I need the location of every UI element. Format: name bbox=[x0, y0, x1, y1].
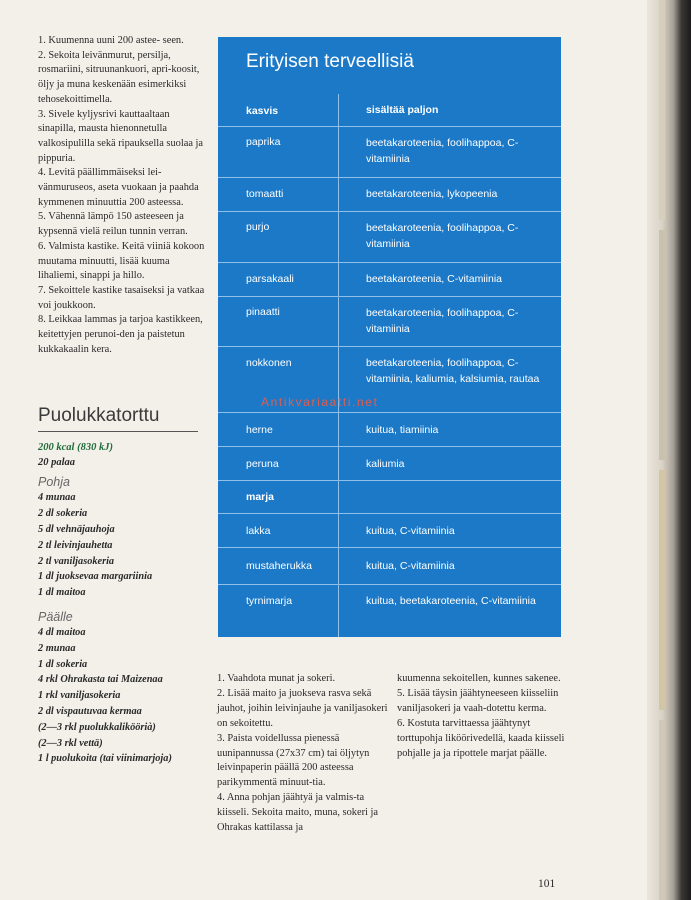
servings-label: 20 palaa bbox=[38, 457, 76, 469]
berry-contains: kuitua, C-vitamiinia bbox=[366, 560, 455, 572]
table-row bbox=[218, 263, 561, 297]
veg-contains: beetakaroteenia, foolihappoa, C-vitamiinia bbox=[366, 307, 519, 335]
watermark: Antikvariaatti.net bbox=[261, 395, 379, 409]
veg-name: paprika bbox=[246, 136, 281, 148]
veg-name: nokkonen bbox=[246, 357, 292, 369]
table-row bbox=[218, 585, 561, 637]
page-edge bbox=[647, 0, 691, 900]
veg-contains: beetakaroteenia, lykopeenia bbox=[366, 188, 498, 200]
kcal-label: 200 kcal (830 kJ) bbox=[38, 442, 113, 454]
ingredient: 2 tl leivinjauhetta bbox=[38, 539, 113, 551]
step-text: 5. Vähennä lämpö 150 asteeseen ja kypsennä vielä reilun tunnin verran. bbox=[38, 211, 188, 238]
tart-steps-column-1 bbox=[217, 672, 389, 836]
table-row bbox=[218, 297, 561, 347]
page-number: 101 bbox=[538, 878, 556, 890]
table-row bbox=[218, 127, 561, 178]
table-row bbox=[218, 212, 561, 263]
step-text: kuumenna sekoitellen, kunnes sakenee. bbox=[397, 673, 561, 684]
berry-name: mustaherukka bbox=[246, 560, 312, 572]
tart-steps-column-2 bbox=[397, 672, 565, 761]
ingredient: 1 dl sokeria bbox=[38, 658, 88, 670]
table-row bbox=[218, 413, 561, 447]
veg-name: herne bbox=[246, 424, 273, 436]
veg-name: peruna bbox=[246, 458, 279, 470]
table-row bbox=[218, 548, 561, 585]
table-subheader-row bbox=[218, 481, 561, 514]
step-text: 4. Anna pohjan jäähtyä ja valmis-ta kiisseli. Sekoita maito, muna, sokeri ja Ohrakas kattilassa ja bbox=[217, 792, 379, 834]
table-row bbox=[218, 178, 561, 212]
veg-contains: beetakaroteenia, C-vitamiinia bbox=[366, 273, 502, 285]
veg-contains: kuitua, tiamiinia bbox=[366, 424, 439, 436]
ingredient: 4 rkl Ohrakasta tai Maizenaa bbox=[38, 674, 163, 686]
topping-heading: Päälle bbox=[38, 610, 73, 625]
recipe-title: Puolukkatorttu bbox=[38, 405, 198, 432]
table-row bbox=[218, 514, 561, 548]
ingredient: 1 dl juoksevaa margariinia bbox=[38, 571, 153, 583]
veg-name: parsakaali bbox=[246, 273, 294, 285]
lamb-steps bbox=[38, 34, 206, 357]
veg-contains: beetakaroteenia, foolihappoa, C-vitamiinia bbox=[366, 222, 519, 250]
subheader-marja: marja bbox=[246, 491, 275, 503]
ingredient: 4 dl maitoa bbox=[38, 627, 86, 639]
ingredient: 2 tl vaniljasokeria bbox=[38, 555, 115, 567]
veg-contains: beetakaroteenia, foolihappoa, C-vitamiinia bbox=[366, 137, 519, 165]
berry-contains: kuitua, beetakaroteenia, C-vitamiinia bbox=[366, 595, 536, 607]
berry-name: lakka bbox=[246, 525, 271, 537]
base-ingredients bbox=[38, 490, 206, 601]
step-text: 5. Lisää täysin jäähtyneeseen kiisseliin vaniljasokeri ja vaah-dotettu kerma. bbox=[397, 687, 559, 714]
table-header-row bbox=[218, 94, 561, 127]
ingredient: 2 dl sokeria bbox=[38, 508, 88, 520]
veg-contains: kaliumia bbox=[366, 458, 405, 470]
step-text: 6. Valmista kastike. Keitä viiniä kokoon muutama minuutti, lisää kuuma lihaliemi, sinappi ja hillo. bbox=[38, 240, 205, 282]
step-text: 4. Levitä päällimmäiseksi lei-vänmuruseos, aseta vuokaan ja paahda kymmenen minuuttia 200 asteessa. bbox=[38, 167, 199, 208]
veg-name: pinaatti bbox=[246, 306, 280, 318]
ingredient: 1 rkl vaniljasokeria bbox=[38, 690, 121, 702]
step-text: 1. Kuumenna uuni 200 astee- seen. bbox=[38, 35, 184, 46]
step-text: 2. Lisää maito ja juokseva rasva sekä jauhot, joihin leivinjauhe ja vaniljasokeri on sekoitettu. bbox=[217, 687, 388, 729]
topping-ingredients bbox=[38, 625, 206, 767]
step-text: 1. Vaahdota munat ja sokeri. bbox=[217, 673, 336, 684]
step-text: 6. Kostuta tarvittaessa jäähtynyt torttupohja liköörivedellä, kaada kiisseli pohjalle ja ja ripottele marjat päälle. bbox=[397, 717, 565, 759]
ingredient: 2 munaa bbox=[38, 642, 76, 654]
step-text: 7. Sekoittele kastike tasaiseksi ja vatkaa voi joukkoon. bbox=[38, 284, 205, 311]
ingredient: (2—3 rkl vettä) bbox=[38, 737, 103, 749]
ingredient: 4 munaa bbox=[38, 492, 76, 504]
veg-contains: beetakaroteenia, foolihappoa, C-vitamiinia, kaliumia, kalsiumia, rautaa bbox=[366, 357, 540, 385]
table-title: Erityisen terveellisiä bbox=[246, 51, 414, 72]
ingredient: 1 dl maitoa bbox=[38, 587, 86, 599]
ingredient: 5 dl vehnäjauhoja bbox=[38, 524, 115, 536]
header-contains: sisältää paljon bbox=[366, 104, 439, 116]
veg-name: purjo bbox=[246, 221, 270, 233]
berry-contains: kuitua, C-vitamiinia bbox=[366, 525, 455, 537]
step-text: 3. Sivele kyljysrivi kauttaaltaan sinapilla, mausta hienonnetulla valkosipulilla sekä ripauksella suolaa ja pippuria. bbox=[38, 108, 204, 164]
ingredient: 1 l puolukoita (tai viinimarjoja) bbox=[38, 753, 172, 765]
step-text: 3. Paista voidellussa pienessä uunipannussa (27x37 cm) tai öljytyn leivinpaperin päällä 200 asteessa parikymmentä minuut-tia. bbox=[217, 732, 370, 789]
step-text: 2. Sekoita leivänmurut, persilja, rosmariini, sitruunankuori, apri-koosit, öljy ja muna keskenään esimerkiksi tehosekoittimella. bbox=[38, 49, 200, 105]
nutrition-table bbox=[218, 37, 561, 637]
step-text: 8. Leikkaa lammas ja tarjoa kastikkeen, keitettyjen perunoi-den ja paistetun kukkakaalin kera. bbox=[38, 314, 203, 355]
recipe-meta bbox=[38, 440, 206, 470]
veg-name: tomaatti bbox=[246, 188, 284, 200]
berry-name: tyrnimarja bbox=[246, 595, 293, 607]
base-heading: Pohja bbox=[38, 475, 70, 490]
header-kasvis: kasvis bbox=[246, 105, 279, 117]
ingredient: 2 dl vispautuvaa kermaa bbox=[38, 706, 142, 718]
left-column bbox=[38, 34, 206, 767]
table-row bbox=[218, 447, 561, 481]
ingredient: (2—3 rkl puolukkaliköörià) bbox=[38, 721, 156, 733]
